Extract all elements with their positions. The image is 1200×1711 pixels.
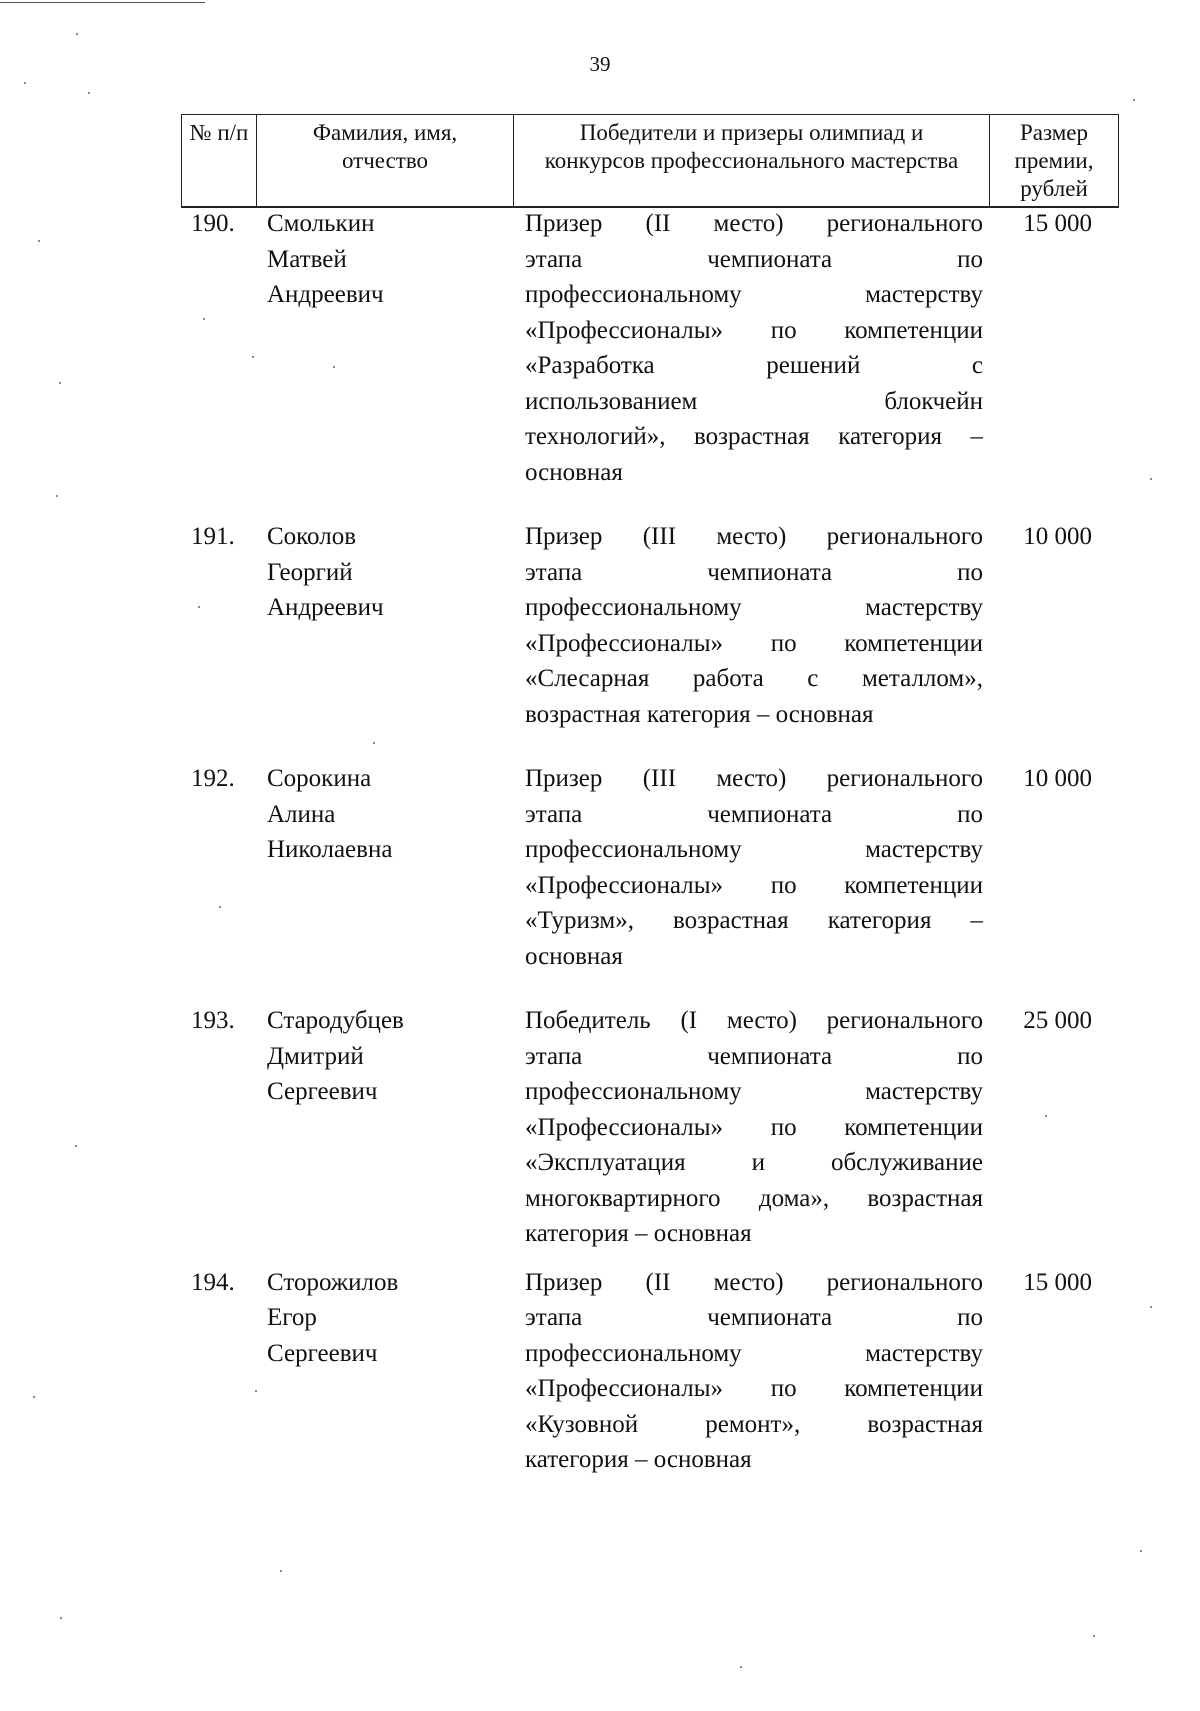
row-full-name [267,519,507,626]
achievement-line: Призер (III место) регионального [525,523,983,550]
table-row [181,519,1118,732]
header-num: № п/п [182,115,257,208]
row-amount: 25 000 [1023,1007,1092,1034]
achievement-line: «Профессионалы» по компетенции [525,316,983,344]
row-number: 190. [191,210,235,237]
name-part: Николаевна [267,836,393,863]
name-part: Стародубцев [267,1007,404,1034]
scan-speck [373,742,375,744]
scan-speck [255,1390,257,1392]
name-part: Сторожилов [267,1268,399,1296]
achievement-line: «Туризм», возрастная категория – [525,907,983,934]
table-header [181,114,1119,208]
row-achievement [525,761,983,974]
name-part: Андреевич [267,281,384,308]
scan-speck [203,318,205,320]
achievement-line: «Разработка решений с [525,352,983,379]
scan-speck [1150,1306,1152,1308]
row-achievement [525,519,983,732]
name-part: Сергеевич [267,1078,378,1105]
scan-speck [76,33,78,35]
name-part: Георгий [267,558,353,586]
achievement-line: основная [525,458,623,486]
table-row [181,206,1118,490]
scan-speck [740,1666,742,1668]
scan-speck [1093,1635,1095,1637]
scan-speck [1140,1550,1142,1552]
scan-speck [198,606,200,608]
scan-speck [1133,99,1135,101]
achievement-line: этапа чемпионата по [525,558,983,586]
row-full-name [267,761,507,868]
scan-speck [1150,478,1152,480]
scan-speck [60,1617,62,1619]
scan-speck [56,495,58,497]
row-achievement [525,1265,983,1478]
achievement-line: «Профессионалы» по компетенции [525,629,983,657]
table-body [181,206,1118,1478]
page-number: 39 [589,52,611,76]
row-full-name [267,1003,507,1110]
achievement-line: профессиональному мастерству [525,281,983,308]
achievement-line: использованием блокчейн [525,387,983,415]
achievement-line: Призер (III место) регионального [525,765,983,792]
name-part: Егор [267,1304,317,1331]
row-number: 192. [191,765,235,792]
scan-speck [88,92,90,94]
achievement-line: этапа чемпионата по [525,800,983,828]
scan-speck [33,1396,35,1398]
row-achievement [525,206,983,490]
scan-speck [252,356,254,358]
table-row [181,761,1118,974]
achievement-line: этапа чемпионата по [525,1042,983,1070]
achievement-line: Призер (II место) регионального [525,210,983,237]
name-part: Смолькин [267,210,375,237]
achievement-line: профессиональному мастерству [525,594,983,621]
row-amount: 15 000 [1023,210,1092,237]
achievement-line: категория – основная [525,1220,752,1247]
scan-speck [333,366,335,368]
achievement-line: основная [525,942,623,970]
header-achievement: Победители и призеры олимпиад и конкурсов профессионального мастерства [514,115,990,208]
achievement-line: профессиональному мастерству [525,1339,983,1367]
achievement-line: Победитель (I место) регионального [525,1007,983,1034]
name-part: Дмитрий [267,1042,364,1070]
achievement-line: технологий», возрастная категория – [525,423,983,450]
achievement-line: «Профессионалы» по компетенции [525,1113,983,1141]
achievement-line: профессиональному мастерству [525,1078,983,1105]
achievement-line: этапа чемпионата по [525,1304,983,1331]
header-amount: Размер премии, рублей [990,115,1119,208]
scan-speck [280,1570,282,1572]
name-part: Соколов [267,523,357,550]
scan-speck [59,382,61,384]
achievement-line: «Кузовной ремонт», возрастная [525,1410,983,1438]
row-amount: 15 000 [1023,1268,1092,1296]
achievement-line: «Слесарная работа с металлом», [525,665,983,692]
header-name: Фамилия, имя, отчество [257,115,514,208]
table-row [181,1265,1118,1478]
row-amount: 10 000 [1023,523,1092,550]
achievement-line: возрастная категория – основная [525,700,874,728]
name-part: Сергеевич [267,1339,378,1367]
name-part: Сорокина [267,765,372,792]
row-amount: 10 000 [1023,765,1092,792]
achievement-line: «Профессионалы» по компетенции [525,1375,983,1402]
achievement-line: профессиональному мастерству [525,836,983,863]
scan-speck [1045,1115,1047,1117]
scan-speck [75,1145,77,1147]
achievement-line: Призер (II место) регионального [525,1268,983,1296]
name-part: Алина [267,800,336,828]
achievement-line: категория – основная [525,1446,752,1473]
scan-speck [38,240,40,242]
achievement-line: многоквартирного дома», возрастная [525,1184,983,1212]
name-part: Матвей [267,245,347,273]
row-achievement [525,1003,983,1252]
scan-edge-line [0,2,205,3]
achievement-line: этапа чемпионата по [525,245,983,273]
row-number: 194. [191,1268,235,1296]
name-part: Андреевич [267,594,384,621]
row-number: 193. [191,1007,235,1034]
row-full-name [267,206,507,313]
row-number: 191. [191,523,235,550]
achievement-line: «Эксплуатация и обслуживание [525,1149,983,1176]
achievement-line: «Профессионалы» по компетенции [525,871,983,899]
scan-speck [219,906,221,908]
table-row [181,1003,1118,1252]
row-full-name [267,1265,507,1372]
scan-speck [24,82,26,84]
